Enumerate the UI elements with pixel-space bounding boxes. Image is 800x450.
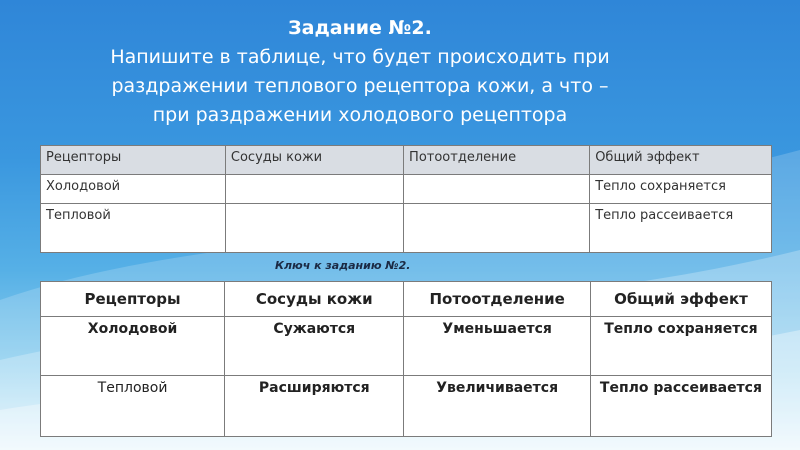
task-table-header-row bbox=[41, 146, 772, 175]
key-caption: Ключ к заданию №2. bbox=[275, 259, 411, 272]
task-header-skin-vessels: Сосуды кожи bbox=[225, 146, 403, 175]
task-cell-sweating[interactable] bbox=[404, 175, 590, 204]
task-cell-overall-effect: Тепло сохраняется bbox=[590, 175, 772, 204]
table-row bbox=[41, 317, 772, 376]
key-cell-skin-vessels: Сужаются bbox=[225, 317, 404, 376]
key-cell-sweating: Уменьшается bbox=[404, 317, 590, 376]
task-instruction-line-1: Напишите в таблице, что будет происходить при bbox=[110, 46, 610, 68]
key-header-skin-vessels: Сосуды кожи bbox=[225, 282, 404, 317]
task-cell-skin-vessels[interactable] bbox=[225, 204, 403, 253]
key-header-receptors: Рецепторы bbox=[41, 282, 225, 317]
key-header-overall-effect: Общий эффект bbox=[590, 282, 771, 317]
task-header-overall-effect: Общий эффект bbox=[590, 146, 772, 175]
task-header-receptors: Рецепторы bbox=[41, 146, 226, 175]
task-cell-receptor: Холодовой bbox=[41, 175, 226, 204]
key-cell-sweating: Увеличивается bbox=[404, 376, 590, 437]
key-cell-overall-effect: Тепло сохраняется bbox=[590, 317, 771, 376]
key-cell-skin-vessels: Расширяются bbox=[225, 376, 404, 437]
table-row bbox=[41, 204, 772, 253]
task-instruction-line-3: при раздражении холодового рецептора bbox=[152, 104, 568, 126]
task-instruction-line-2: раздражении теплового рецептора кожи, а что – bbox=[111, 75, 609, 97]
task-cell-overall-effect: Тепло рассеивается bbox=[590, 204, 772, 253]
key-header-sweating: Потоотделение bbox=[404, 282, 590, 317]
slide-title bbox=[0, 14, 720, 130]
table-row bbox=[41, 376, 772, 437]
key-cell-receptor: Холодовой bbox=[41, 317, 225, 376]
task-cell-receptor: Тепловой bbox=[41, 204, 226, 253]
key-table bbox=[40, 281, 772, 437]
task-cell-sweating[interactable] bbox=[404, 204, 590, 253]
table-row bbox=[41, 175, 772, 204]
task-cell-skin-vessels[interactable] bbox=[225, 175, 403, 204]
key-table-header-row bbox=[41, 282, 772, 317]
key-cell-overall-effect: Тепло рассеивается bbox=[590, 376, 771, 437]
key-cell-receptor: Тепловой bbox=[41, 376, 225, 437]
task-header-sweating: Потоотделение bbox=[404, 146, 590, 175]
task-table bbox=[40, 145, 772, 253]
task-heading: Задание №2. bbox=[288, 17, 432, 39]
